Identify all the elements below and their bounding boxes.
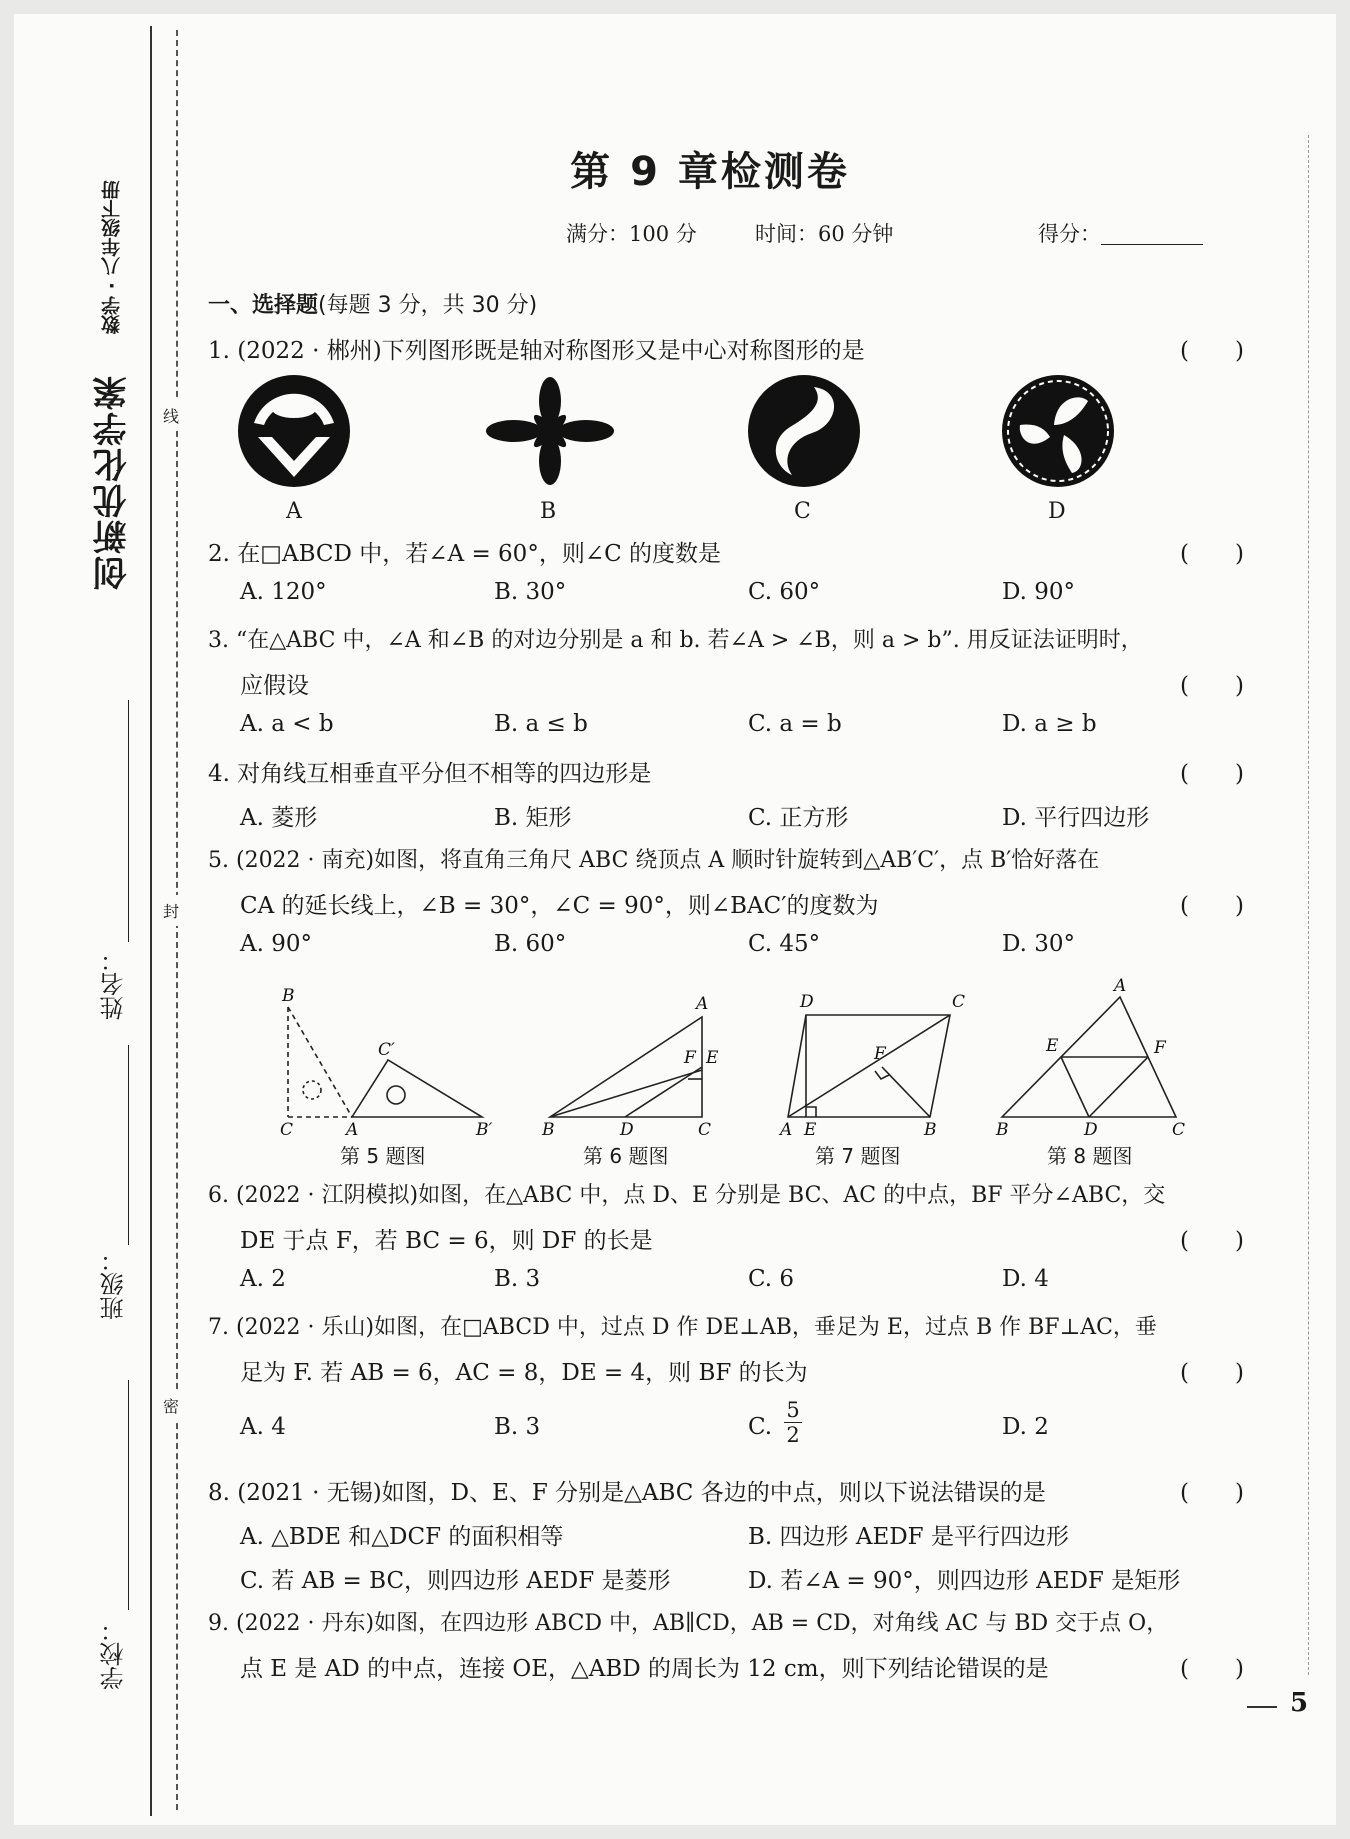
question-4-answer-blank[interactable]: ( ) [1180,761,1244,787]
question-6-text-line2: DE 于点 F，若 BC = 6，则 DF 的长是 [240,1228,653,1254]
fig5-label: C [280,1120,294,1140]
q8-option-b[interactable]: B. 四边形 AEDF 是平行四边形 [748,1524,1069,1550]
figure-a-emblem-icon [238,375,350,487]
fig7-label: E [804,1120,817,1140]
fig7-label: C [952,992,966,1012]
question-7-text-line1: 7. (2022 · 乐山)如图，在□ABCD 中，过点 D 作 DE⊥AB，垂足为 E，过点 B 作 BF⊥AC，垂 [208,1315,1157,1340]
q5-option-d[interactable]: D. 30° [1002,931,1076,957]
fig8-label: E [1046,1036,1059,1056]
q8-option-d[interactable]: D. 若∠A = 90°，则四边形 AEDF 是矩形 [748,1568,1181,1594]
figure-d-label: D [1048,499,1066,524]
fraction-denominator: 2 [786,1423,800,1447]
brand-logo-text: 创新优化学案 [93,374,133,590]
page-title: 第 9 章检测卷 [570,149,850,195]
figure-c-label: C [794,499,811,524]
fraction-numerator: 5 [786,1398,800,1422]
q3-option-b[interactable]: B. a ≤ b [494,711,588,737]
page-number-dash [1247,1706,1277,1708]
q2-option-c[interactable]: C. 60° [748,579,821,605]
fig5-label: A [346,1120,359,1140]
name-field-label: 姓名： [100,948,128,1020]
question-8-answer-blank[interactable]: ( ) [1180,1480,1244,1506]
fig5-label: B [282,986,295,1006]
class-field-line [128,1045,129,1245]
question-9-text-line1: 9. (2022 · 丹东)如图，在四边形 ABCD 中，AB∥CD，AB = CD，对角线 AC 与 BD 交于点 O， [208,1611,1169,1636]
figure-8-caption: 第 8 题图 [1047,1144,1133,1168]
question-7-answer-blank[interactable]: ( ) [1180,1360,1244,1386]
fig7-label: A [780,1120,793,1140]
figure-5-caption: 第 5 题图 [340,1144,426,1168]
q6-option-c[interactable]: C. 6 [748,1266,795,1292]
question-6-text-line1: 6. (2022 · 江阴模拟)如图，在△ABC 中，点 D、E 分别是 BC、AC 的中点，BF 平分∠ABC，交 [208,1183,1166,1208]
fig6-label: C [698,1120,712,1140]
figure-b-label: B [540,499,557,524]
figure-8-diagram [1002,997,1176,1117]
fig5-label: C′ [378,1040,395,1060]
fig6-label: D [620,1120,634,1140]
fig8-label: F [1154,1038,1166,1058]
binding-line [150,26,152,1816]
geometry-figures [270,975,1200,1150]
school-field-label: 学校： [100,1618,128,1690]
time-limit: 时间：60 分钟 [755,222,894,246]
question-3-text-line1: 3. “在△ABC 中，∠A 和∠B 的对边分别是 a 和 b. 若∠A > ∠B，则 a > b”. 用反证法证明时， [208,628,1143,653]
name-field-line [128,700,129,942]
q4-option-b[interactable]: B. 矩形 [494,805,572,831]
question-5-text-line1: 5. (2022 · 南充)如图，将直角三角尺 ABC 绕顶点 A 顺时针旋转到△AB′C′，点 B′恰好落在 [208,848,1100,873]
figure-a-label: A [286,499,302,524]
q7-option-c-fraction [780,1398,806,1447]
figure-6-diagram [550,1017,702,1117]
class-field-label: 班级： [100,1248,128,1320]
question-7-text-line2: 足为 F. 若 AB = 6，AC = 8，DE = 4，则 BF 的长为 [240,1360,808,1386]
fig8-label: D [1084,1120,1098,1140]
q8-option-c[interactable]: C. 若 AB = BC，则四边形 AEDF 是菱形 [240,1568,671,1594]
fig5-label: B′ [476,1120,493,1140]
fig7-label: B [924,1120,937,1140]
full-score: 满分：100 分 [566,222,697,246]
margin-dashed-line [1308,135,1309,1675]
q1-figures [230,375,1130,495]
figure-d-leaves-icon [1002,375,1114,487]
q5-option-a[interactable]: A. 90° [240,931,312,957]
figure-b-flower-icon [486,377,614,485]
q8-option-a[interactable]: A. △BDE 和△DCF 的面积相等 [240,1524,564,1550]
figure-7-caption: 第 7 题图 [815,1144,901,1168]
q2-option-a[interactable]: A. 120° [240,579,327,605]
seal-char-feng: 封 [163,895,179,926]
school-field-line [128,1380,129,1610]
q5-option-c[interactable]: C. 45° [748,931,821,957]
q7-option-d[interactable]: D. 2 [1002,1414,1049,1440]
seal-char-mi: 密 [163,1390,179,1421]
question-5-answer-blank[interactable]: ( ) [1180,893,1244,919]
page-number: 5 [1290,1688,1309,1718]
figure-c-swirl-icon [748,375,860,487]
question-2-text: 2. 在□ABCD 中，若∠A = 60°，则∠C 的度数是 [208,541,721,567]
question-5-text-line2: CA 的延长线上，∠B = 30°，∠C = 90°，则∠BAC′的度数为 [240,893,879,919]
q4-option-a[interactable]: A. 菱形 [240,805,318,831]
q7-option-c[interactable]: C. [748,1414,773,1440]
question-2-answer-blank[interactable]: ( ) [1180,541,1244,567]
q2-option-d[interactable]: D. 90° [1002,579,1076,605]
question-9-text-line2: 点 E 是 AD 的中点，连接 OE，△ABD 的周长为 12 cm，则下列结论错误的是 [240,1656,1049,1682]
question-6-answer-blank[interactable]: ( ) [1180,1228,1244,1254]
q7-option-a[interactable]: A. 4 [240,1414,286,1440]
figure-6-caption: 第 6 题图 [583,1144,669,1168]
question-1-answer-blank[interactable]: ( ) [1180,338,1244,364]
score-blank[interactable] [1101,244,1203,245]
fig7-label: D [800,992,814,1012]
q4-option-d[interactable]: D. 平行四边形 [1002,805,1150,831]
question-9-answer-blank[interactable]: ( ) [1180,1656,1244,1682]
q4-option-c[interactable]: C. 正方形 [748,805,849,831]
question-1-text: 1. (2022 · 郴州)下列图形既是轴对称图形又是中心对称图形的是 [208,338,865,364]
q3-option-d[interactable]: D. a ≥ b [1002,711,1097,737]
fig8-label: A [1114,976,1127,996]
figure-7-diagram [788,1015,950,1117]
q3-option-c[interactable]: C. a = b [748,711,842,737]
series-label: 数学 · 八年级下册 [101,180,123,335]
question-3-answer-blank[interactable]: ( ) [1180,673,1244,699]
question-4-text: 4. 对角线互相垂直平分但不相等的四边形是 [208,761,652,787]
q6-option-d[interactable]: D. 4 [1002,1266,1049,1292]
score-label: 得分： [1038,222,1101,246]
question-8-text: 8. (2021 · 无锡)如图，D、E、F 分别是△ABC 各边的中点，则以下说法错误的是 [208,1480,1046,1506]
section-title: 一、选择题 [208,293,319,318]
fig6-label: E [706,1048,719,1068]
q6-option-a[interactable]: A. 2 [240,1266,286,1292]
fig7-label: F [874,1044,886,1064]
question-3-text-line2: 应假设 [240,673,309,699]
q6-option-b[interactable]: B. 3 [494,1266,541,1292]
q2-option-b[interactable]: B. 30° [494,579,567,605]
figure-5-diagram [288,1007,482,1117]
fig6-label: F [684,1048,696,1068]
fig6-label: A [696,994,709,1014]
fig8-label: B [996,1120,1009,1140]
q3-option-a[interactable]: A. a < b [240,711,334,737]
q7-option-b[interactable]: B. 3 [494,1414,541,1440]
seal-char-xian: 线 [163,400,179,431]
section-heading [208,288,537,319]
fig6-label: B [542,1120,555,1140]
q5-option-b[interactable]: B. 60° [494,931,567,957]
section-note: (每题 3 分，共 30 分) [318,293,538,318]
fig8-label: C [1172,1120,1186,1140]
